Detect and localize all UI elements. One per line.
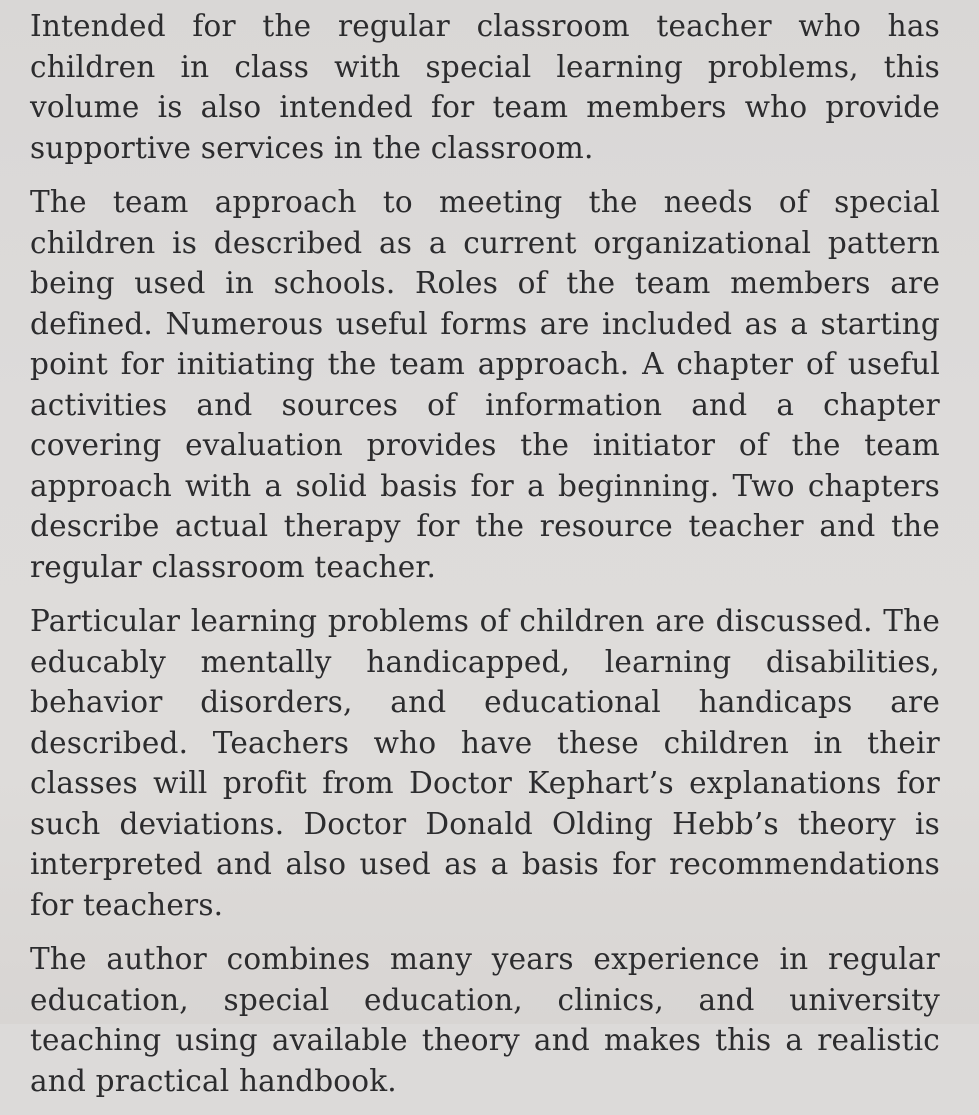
description-text bbox=[30, 6, 940, 1115]
paragraph-author: The author combines many years experience in regular education, special education, clinics, and university teaching using available theory and makes this a realistic and practical handbook. bbox=[30, 942, 940, 1098]
paragraph-team-approach: The team approach to meeting the needs of special children is described as a current organizational pattern being used in schools. Roles of the team members are defined. Numerous useful forms are included as a starting point for initiating the team approach. A chapter of useful activities and sources of information and a chapter covering evaluation provides the initiator of the team approach with a solid basis for a beginning. Two chapters describe actual therapy for the resource teacher and the regular classroom teacher. bbox=[30, 185, 940, 584]
paragraph-learning-problems: Particular learning problems of children are discussed. The educably mentally handicapped, learning disabilities, behavior disorders, and educational handicaps are described. Teachers who have these children in their classes will profit from Doctor Kephart’s explanations for such deviations. Doctor Donald Olding Hebb’s theory is interpreted and also used as a basis for recommendations for teachers. bbox=[30, 604, 940, 922]
paragraph-intended-audience: Intended for the regular classroom teacher who has children in class with special learning problems, this volume is also intended for team members who provide supportive services in the classroom. bbox=[30, 9, 940, 165]
